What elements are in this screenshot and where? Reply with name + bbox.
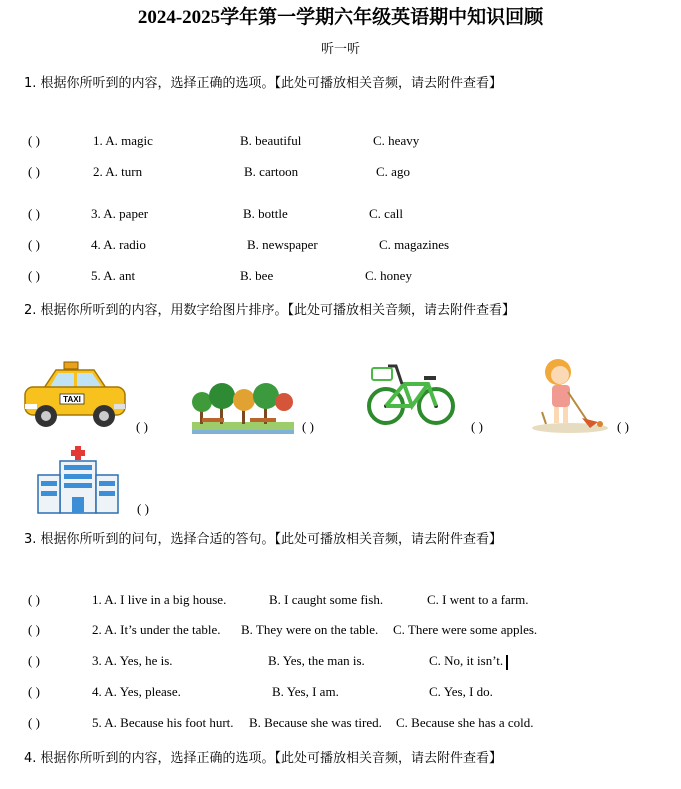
option-c: C. magazines	[379, 237, 450, 252]
option-a: 5. A. ant	[91, 268, 136, 283]
option-b: B. Because she was tired.	[249, 715, 382, 730]
page-title: 2024-2025学年第一学期六年级英语期中知识回顾	[137, 7, 544, 28]
taxi-sign-text: TAXI	[63, 395, 81, 404]
option-b: B. cartoon	[244, 164, 299, 179]
question-3-prompt: 3. 根据你所听到的问句，选择合适的答句。【此处可播放相关音频，请去附件查看】	[24, 532, 503, 547]
option-b: B. I caught some fish.	[269, 592, 384, 607]
option-a: 5. A. Because his foot hurt.	[92, 715, 234, 730]
option-c: C. heavy	[373, 133, 420, 148]
option-a: 2. A. turn	[93, 164, 143, 179]
option-a: 3. A. paper	[91, 206, 149, 221]
text-cursor	[506, 655, 508, 670]
hospital-picture	[36, 441, 120, 515]
option-c: C. There were some apples.	[393, 622, 538, 637]
question-4-prompt: 4. 根据你所听到的内容，选择正确的选项。【此处可播放相关音频，请去附件查看】	[24, 751, 503, 766]
park-picture	[192, 372, 294, 434]
option-c-row	[429, 653, 508, 670]
answer-blank[interactable]: ( )	[28, 268, 40, 283]
answer-blank[interactable]: ( )	[28, 715, 40, 730]
question-2-prompt: 2. 根据你所听到的内容，用数字给图片排序。【此处可播放相关音频，请去附件查看】	[24, 303, 516, 318]
taxi-picture	[22, 360, 128, 432]
picture-order-blank-park[interactable]: ( )	[302, 419, 314, 434]
option-a: 2. A. It’s under the table.	[92, 622, 221, 637]
option-b: B. Yes, I am.	[272, 684, 339, 699]
option-b: B. beautiful	[240, 133, 302, 148]
bicycle-picture	[366, 356, 456, 428]
option-c: C. honey	[365, 268, 412, 283]
option-c: C. ago	[376, 164, 410, 179]
option-b: B. They were on the table.	[241, 622, 379, 637]
option-b: B. bottle	[243, 206, 288, 221]
option-b: B. bee	[240, 268, 274, 283]
option-b: B. Yes, the man is.	[268, 653, 365, 668]
option-c: C. No, it isn’t.	[429, 653, 504, 668]
option-c: C. Because she has a cold.	[396, 715, 534, 730]
answer-blank[interactable]: ( )	[28, 164, 40, 179]
girl-sweeping-picture	[528, 352, 610, 434]
answer-blank[interactable]: ( )	[28, 684, 40, 699]
option-c: C. I went to a farm.	[427, 592, 529, 607]
answer-blank[interactable]: ( )	[28, 237, 40, 252]
option-b: B. newspaper	[247, 237, 318, 252]
question-1-prompt: 1. 根据你所听到的内容，选择正确的选项。【此处可播放相关音频，请去附件查看】	[24, 76, 503, 91]
answer-blank[interactable]: ( )	[28, 622, 40, 637]
picture-order-blank-bicycle[interactable]: ( )	[471, 419, 483, 434]
picture-order-blank-hospital[interactable]: ( )	[137, 501, 149, 516]
option-a: 4. A. Yes, please.	[92, 684, 181, 699]
option-a: 1. A. magic	[93, 133, 153, 148]
picture-order-blank-taxi[interactable]: ( )	[136, 419, 148, 434]
answer-blank[interactable]: ( )	[28, 653, 40, 668]
answer-blank[interactable]: ( )	[28, 592, 40, 607]
picture-order-blank-sweeping[interactable]: ( )	[617, 419, 629, 434]
option-c: C. call	[369, 206, 403, 221]
page-subtitle: 听一听	[320, 42, 360, 57]
option-a: 1. A. I live in a big house.	[92, 592, 227, 607]
option-c: C. Yes, I do.	[429, 684, 493, 699]
answer-blank[interactable]: ( )	[28, 206, 40, 221]
option-a: 3. A. Yes, he is.	[92, 653, 173, 668]
answer-blank[interactable]: ( )	[28, 133, 40, 148]
option-a: 4. A. radio	[91, 237, 146, 252]
